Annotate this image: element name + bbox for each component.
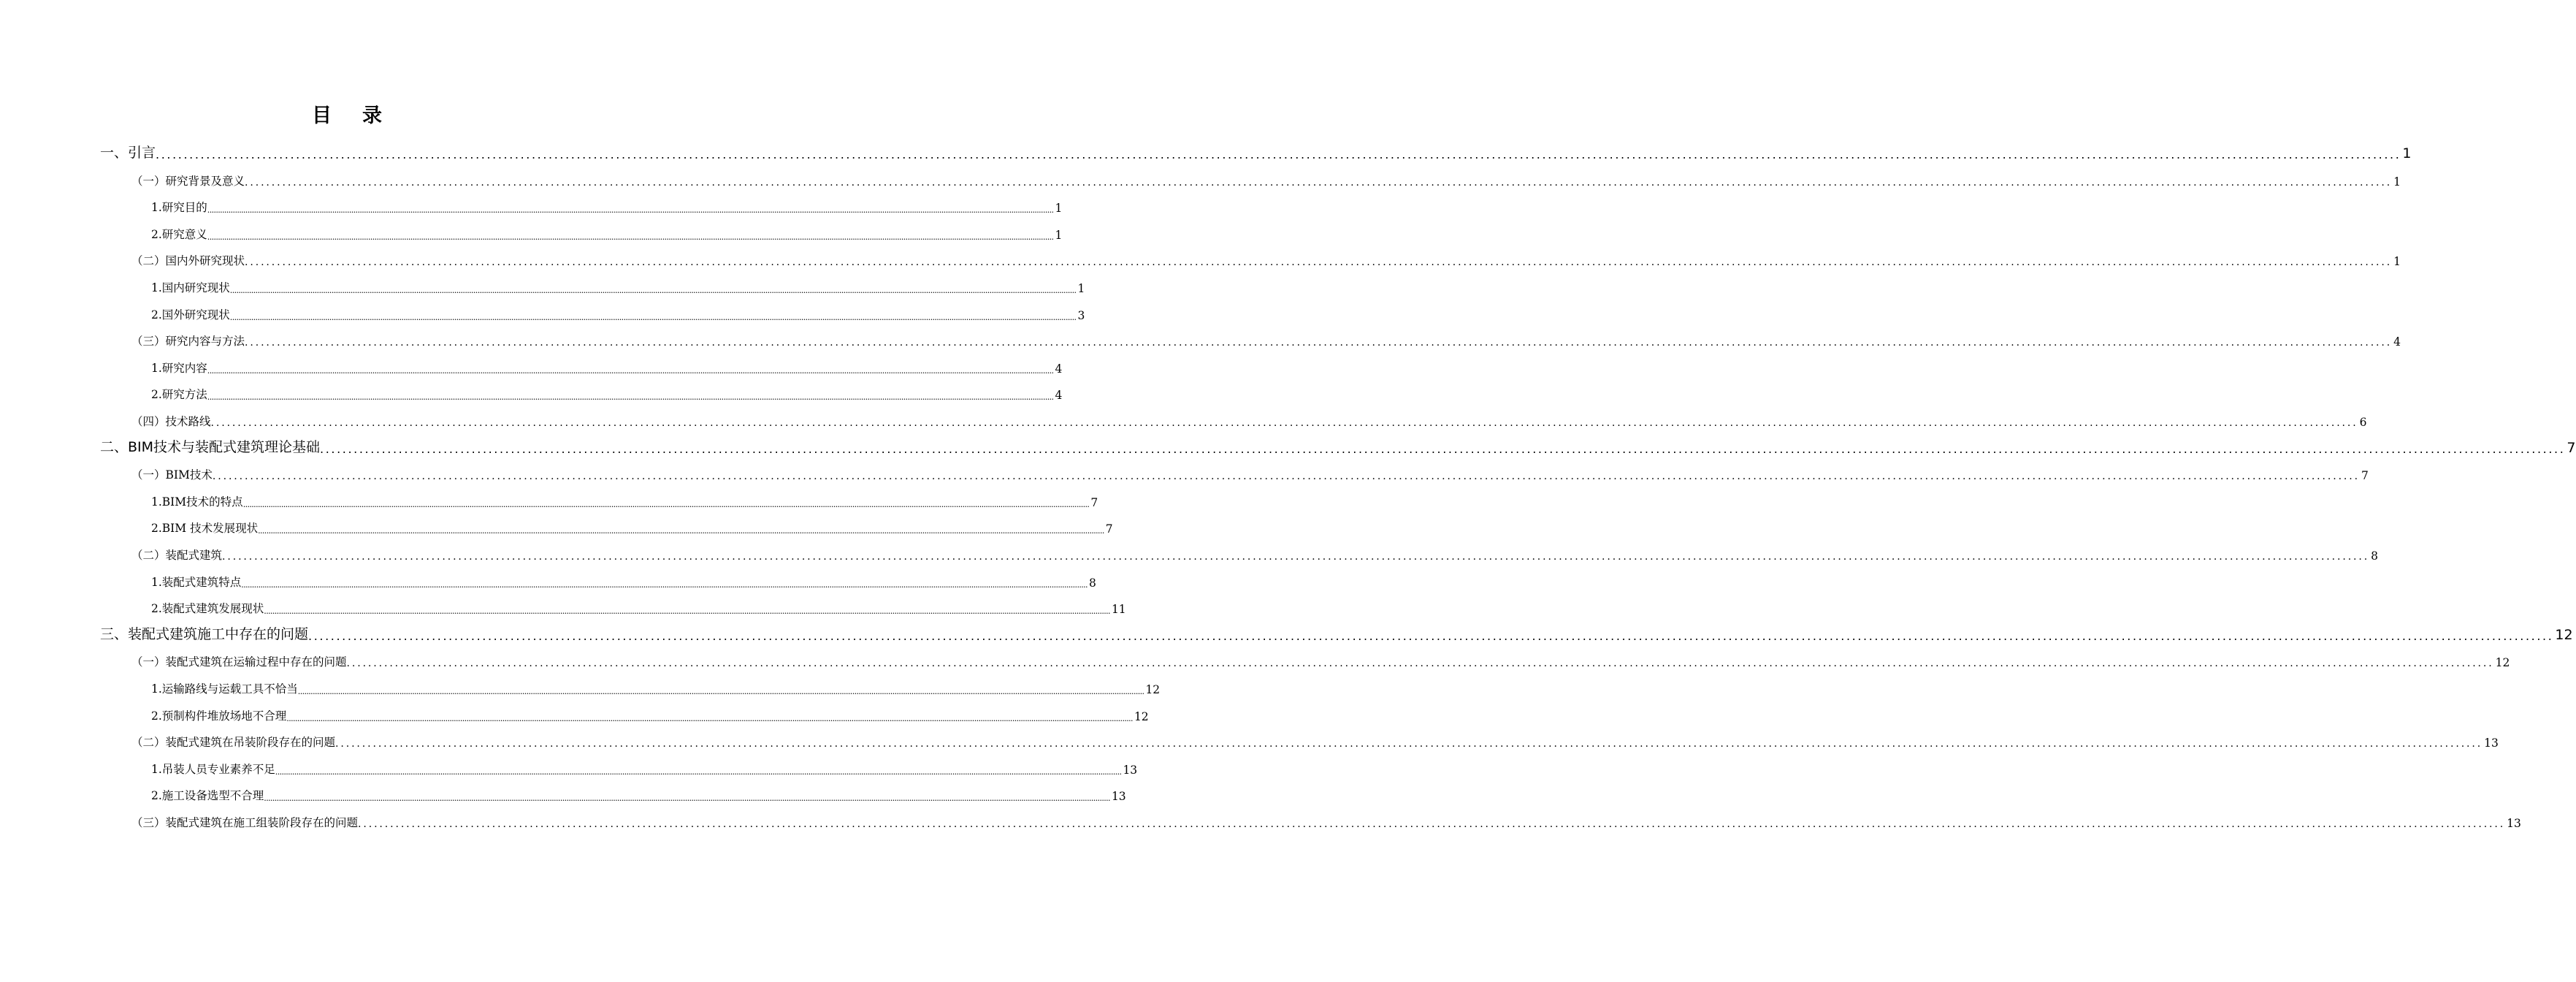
toc-dot-leader: ................................................................................................................................................................................................................................................................................................................................................................................................................ [210, 417, 2358, 429]
toc-entry-level-3[interactable] [151, 704, 1149, 723]
toc-entry-label: （三）装配式建筑在施工组装阶段存在的问题 [131, 816, 359, 829]
toc-page-number: 1 [2402, 145, 2412, 161]
toc-page-number: 1 [1055, 202, 1063, 216]
toc-page-number: 1 [1055, 228, 1063, 242]
toc-entry-label: 1.吊装人员专业素养不足 [151, 762, 275, 776]
toc-entry-label: 1.研究内容 [151, 361, 207, 375]
toc-title: 目录 [312, 104, 413, 127]
toc-entry-label: 一、引言 [100, 145, 156, 161]
toc-entry-label: （三）研究内容与方法 [131, 335, 245, 349]
toc-entry-label: 1.装配式建筑特点 [151, 575, 242, 589]
toc-dot-leader: ................................................................................................................................................................................................................................................................................................................................................................................................................ [207, 392, 1054, 403]
toc-entry-label: 1.研究目的 [151, 201, 207, 215]
toc-entry-label: 2.施工设备选型不合理 [151, 789, 264, 803]
toc-entry-level-3[interactable] [151, 784, 1126, 804]
toc-entry-label: 二、BIM技术与装配式建筑理论基础 [100, 438, 321, 455]
toc-dot-leader: ................................................................................................................................................................................................................................................................................................................................................................................................................ [241, 579, 1088, 590]
toc-entry-label: （四）技术路线 [131, 415, 211, 428]
toc-page-number: 7 [1105, 522, 1113, 536]
toc-entry-label: （一）BIM技术 [131, 468, 213, 482]
toc-entry-level-3[interactable] [151, 490, 1098, 509]
toc-entry-level-1[interactable] [100, 624, 2573, 643]
toc-page-number: 3 [1077, 308, 1085, 322]
toc-page-number: 4 [2393, 335, 2401, 349]
toc-entry-level-3[interactable] [151, 196, 1063, 216]
toc-dot-leader: ................................................................................................................................................................................................................................................................................................................................................................................................................ [358, 818, 2506, 830]
toc-entry-level-3[interactable] [151, 677, 1161, 696]
toc-page-number: 13 [1111, 790, 1126, 804]
toc-page-number: 12 [1134, 709, 1149, 723]
toc-entry-label: （一）装配式建筑在运输过程中存在的问题 [131, 655, 347, 669]
toc-dot-leader: ................................................................................................................................................................................................................................................................................................................................................................................................................ [229, 312, 1077, 322]
toc-dot-leader: ................................................................................................................................................................................................................................................................................................................................................................................................................ [245, 176, 2393, 189]
toc-page-number: 1 [2393, 175, 2401, 189]
toc-entry-level-3[interactable] [151, 758, 1138, 777]
toc-entry-level-3[interactable] [151, 223, 1063, 242]
toc-entry-level-3[interactable] [151, 597, 1126, 617]
toc-entry-label: （二）装配式建筑在吊装阶段存在的问题 [131, 736, 336, 750]
toc-page-number: 4 [1055, 362, 1063, 376]
toc-page-number: 12 [2495, 656, 2510, 670]
toc-page-number: 8 [2371, 549, 2378, 563]
toc-entry-level-2[interactable] [131, 330, 2401, 349]
toc-dot-leader: ................................................................................................................................................................................................................................................................................................................................................................................................................ [207, 232, 1054, 242]
toc-page-number: 11 [1111, 603, 1126, 617]
toc-page-number: 6 [2359, 416, 2367, 429]
toc-dot-leader: ................................................................................................................................................................................................................................................................................................................................................................................................................ [245, 337, 2393, 349]
toc-page-number: 13 [2507, 817, 2521, 830]
toc-entry-level-3[interactable] [151, 303, 1085, 322]
toc-dot-leader: ................................................................................................................................................................................................................................................................................................................................................................................................................ [207, 205, 1054, 216]
toc-dot-leader: ................................................................................................................................................................................................................................................................................................................................................................................................................ [308, 628, 2554, 643]
toc-entry-level-2[interactable] [131, 650, 2510, 670]
toc-dot-leader: ................................................................................................................................................................................................................................................................................................................................................................................................................ [222, 551, 2370, 563]
toc-entry-label: 1.国内研究现状 [151, 281, 230, 294]
toc-dot-leader: ................................................................................................................................................................................................................................................................................................................................................................................................................ [258, 526, 1104, 536]
toc-page-number: 13 [1123, 763, 1138, 777]
toc-dot-leader: ................................................................................................................................................................................................................................................................................................................................................................................................................ [212, 471, 2360, 483]
toc-entry-level-1[interactable] [100, 437, 2576, 456]
toc-entry-label: 2.研究方法 [151, 388, 207, 402]
toc-dot-leader: ................................................................................................................................................................................................................................................................................................................................................................................................................ [275, 766, 1122, 777]
toc-page-number: 4 [1055, 389, 1063, 403]
toc-entry-level-3[interactable] [151, 517, 1113, 536]
toc-entry-level-2[interactable] [131, 544, 2378, 563]
toc-dot-leader: ................................................................................................................................................................................................................................................................................................................................................................................................................ [156, 148, 2401, 161]
toc-dot-leader: ................................................................................................................................................................................................................................................................................................................................................................................................................ [264, 606, 1110, 617]
toc-dot-leader: ................................................................................................................................................................................................................................................................................................................................................................................................................ [229, 286, 1077, 295]
toc-entry-level-2[interactable] [131, 170, 2401, 189]
toc-dot-leader: ................................................................................................................................................................................................................................................................................................................................................................................................................ [286, 713, 1133, 723]
toc-page-number: 7 [2567, 439, 2576, 456]
toc-entry-label: 1.BIM技术的特点 [151, 495, 243, 509]
toc-page-number: 8 [1088, 576, 1096, 590]
toc-entry-label: 三、装配式建筑施工中存在的问题 [100, 625, 309, 642]
toc-entry-label: 2.国外研究现状 [151, 308, 230, 321]
toc-entry-label: 2.装配式建筑发展现状 [151, 602, 264, 616]
toc-dot-leader: ................................................................................................................................................................................................................................................................................................................................................................................................................ [207, 365, 1054, 376]
toc-entry-level-2[interactable] [131, 811, 2521, 830]
toc-dot-leader: ................................................................................................................................................................................................................................................................................................................................................................................................................ [297, 687, 1144, 696]
toc-entry-level-3[interactable] [151, 276, 1085, 295]
toc-entry-label: （二）装配式建筑 [131, 549, 223, 562]
toc-page-number: 1 [2393, 255, 2401, 269]
toc-page-number: 12 [1145, 683, 1161, 696]
toc-dot-leader: ................................................................................................................................................................................................................................................................................................................................................................................................................ [264, 793, 1110, 804]
toc-entry-level-2[interactable] [131, 410, 2367, 429]
toc-entry-level-1[interactable] [100, 142, 2412, 161]
toc-entry-label: （二）国内外研究现状 [131, 254, 245, 268]
toc-page-number: 13 [2484, 736, 2499, 750]
toc-entry-label: （一）研究背景及意义 [131, 174, 245, 188]
toc-entry-label: 2.预制构件堆放场地不合理 [151, 709, 287, 723]
toc-page-number: 12 [2555, 626, 2573, 643]
toc-dot-leader: ................................................................................................................................................................................................................................................................................................................................................................................................................ [335, 738, 2483, 750]
toc-dot-leader: ................................................................................................................................................................................................................................................................................................................................................................................................................ [320, 441, 2566, 456]
toc-entry-level-2[interactable] [131, 463, 2369, 483]
toc-entry-level-3[interactable] [151, 571, 1096, 590]
toc-dot-leader: ................................................................................................................................................................................................................................................................................................................................................................................................................ [245, 256, 2393, 269]
toc-dot-leader: ................................................................................................................................................................................................................................................................................................................................................................................................................ [242, 499, 1090, 509]
toc-page-number: 7 [2361, 469, 2369, 483]
toc-entry-level-3[interactable] [151, 357, 1063, 376]
toc-page-number: 1 [1077, 282, 1085, 295]
toc-entry-level-2[interactable] [131, 731, 2499, 750]
toc-entry-label: 2.BIM 技术发展现状 [151, 522, 259, 536]
toc-dot-leader: ................................................................................................................................................................................................................................................................................................................................................................................................................ [346, 658, 2494, 670]
toc-entry-label: 1.运输路线与运载工具不恰当 [151, 682, 298, 696]
toc-page-number: 7 [1090, 495, 1098, 509]
toc-entry-label: 2.研究意义 [151, 227, 207, 241]
toc-entry-level-3[interactable] [151, 383, 1063, 403]
toc-entry-level-2[interactable] [131, 249, 2401, 269]
